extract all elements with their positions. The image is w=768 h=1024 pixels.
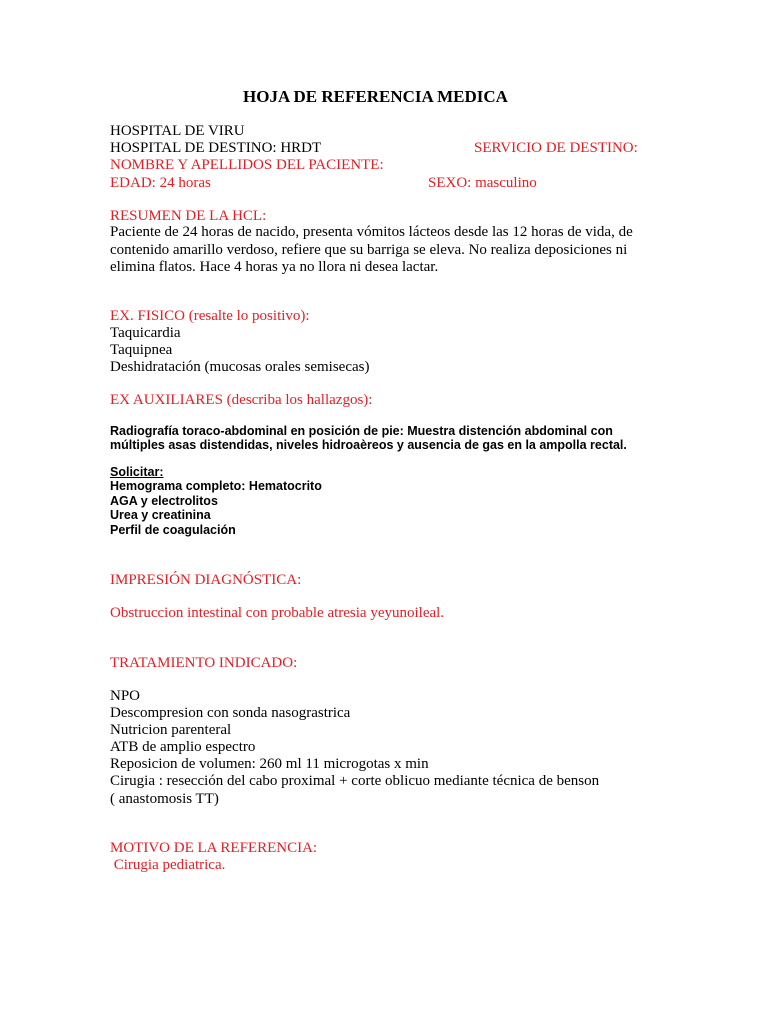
motivo-heading: MOTIVO DE LA REFERENCIA: — [110, 840, 318, 856]
solicitar-item: Hemograma completo: Hematocrito — [110, 479, 322, 493]
document-title: HOJA DE REFERENCIA MEDICA — [243, 87, 508, 106]
sexo-label: SEXO: masculino — [428, 175, 537, 191]
solicitar-item: Urea y creatinina — [110, 508, 211, 522]
resumen-line: elimina flatos. Hace 4 horas ya no llora ni desea lactar. — [110, 259, 439, 275]
resumen-line: contenido amarillo verdoso, refiere que su barriga se eleva. No realiza deposiciones ni — [110, 242, 628, 258]
ex-fisico-heading: EX. FISICO (resalte lo positivo): — [110, 308, 310, 324]
tratamiento-item: ( anastomosis TT) — [110, 791, 219, 807]
nombre-paciente-label: NOMBRE Y APELLIDOS DEL PACIENTE: — [110, 157, 384, 173]
radiografia-line: Radiografía toraco-abdominal en posición de pie: Muestra distención abdominal con — [110, 424, 613, 438]
solicitar-item: Perfil de coagulación — [110, 523, 236, 537]
tratamiento-item: Descompresion con sonda nasograstrica — [110, 705, 351, 721]
tratamiento-item: NPO — [110, 688, 141, 704]
ex-fisico-item: Taquipnea — [110, 342, 173, 358]
resumen-heading: RESUMEN DE LA HCL: — [110, 208, 267, 224]
ex-fisico-item: Deshidratación (mucosas orales semisecas) — [110, 359, 370, 375]
solicitar-item: AGA y electrolitos — [110, 494, 218, 508]
tratamiento-heading: TRATAMIENTO INDICADO: — [110, 655, 298, 671]
ex-fisico-item: Taquicardia — [110, 325, 181, 341]
hospital-destino: HOSPITAL DE DESTINO: HRDT — [110, 140, 322, 156]
radiografia-line: múltiples asas distendidas, niveles hidroaèreos y ausencia de gas en la ampolla rectal. — [110, 438, 627, 452]
tratamiento-item: Reposicion de volumen: 260 ml 11 microgotas x min — [110, 756, 429, 772]
hospital-origen: HOSPITAL DE VIRU — [110, 123, 245, 139]
impresion-heading: IMPRESIÓN DIAGNÓSTICA: — [110, 572, 302, 588]
impresion-text: Obstruccion intestinal con probable atresia yeyunoileal. — [110, 605, 445, 621]
resumen-line: Paciente de 24 horas de nacido, presenta vómitos lácteos desde las 12 horas de vida, de — [110, 224, 633, 240]
servicio-destino: SERVICIO DE DESTINO: — [474, 140, 638, 156]
tratamiento-item: ATB de amplio espectro — [110, 739, 256, 755]
tratamiento-item: Cirugia : resección del cabo proximal + corte oblicuo mediante técnica de benson — [110, 773, 600, 789]
ex-auxiliares-heading: EX AUXILIARES (describa los hallazgos): — [110, 392, 373, 408]
tratamiento-item: Nutricion parenteral — [110, 722, 232, 738]
motivo-text: Cirugia pediatrica. — [110, 857, 226, 873]
solicitar-label: Solicitar: — [110, 465, 164, 479]
edad-label: EDAD: 24 horas — [110, 175, 211, 191]
